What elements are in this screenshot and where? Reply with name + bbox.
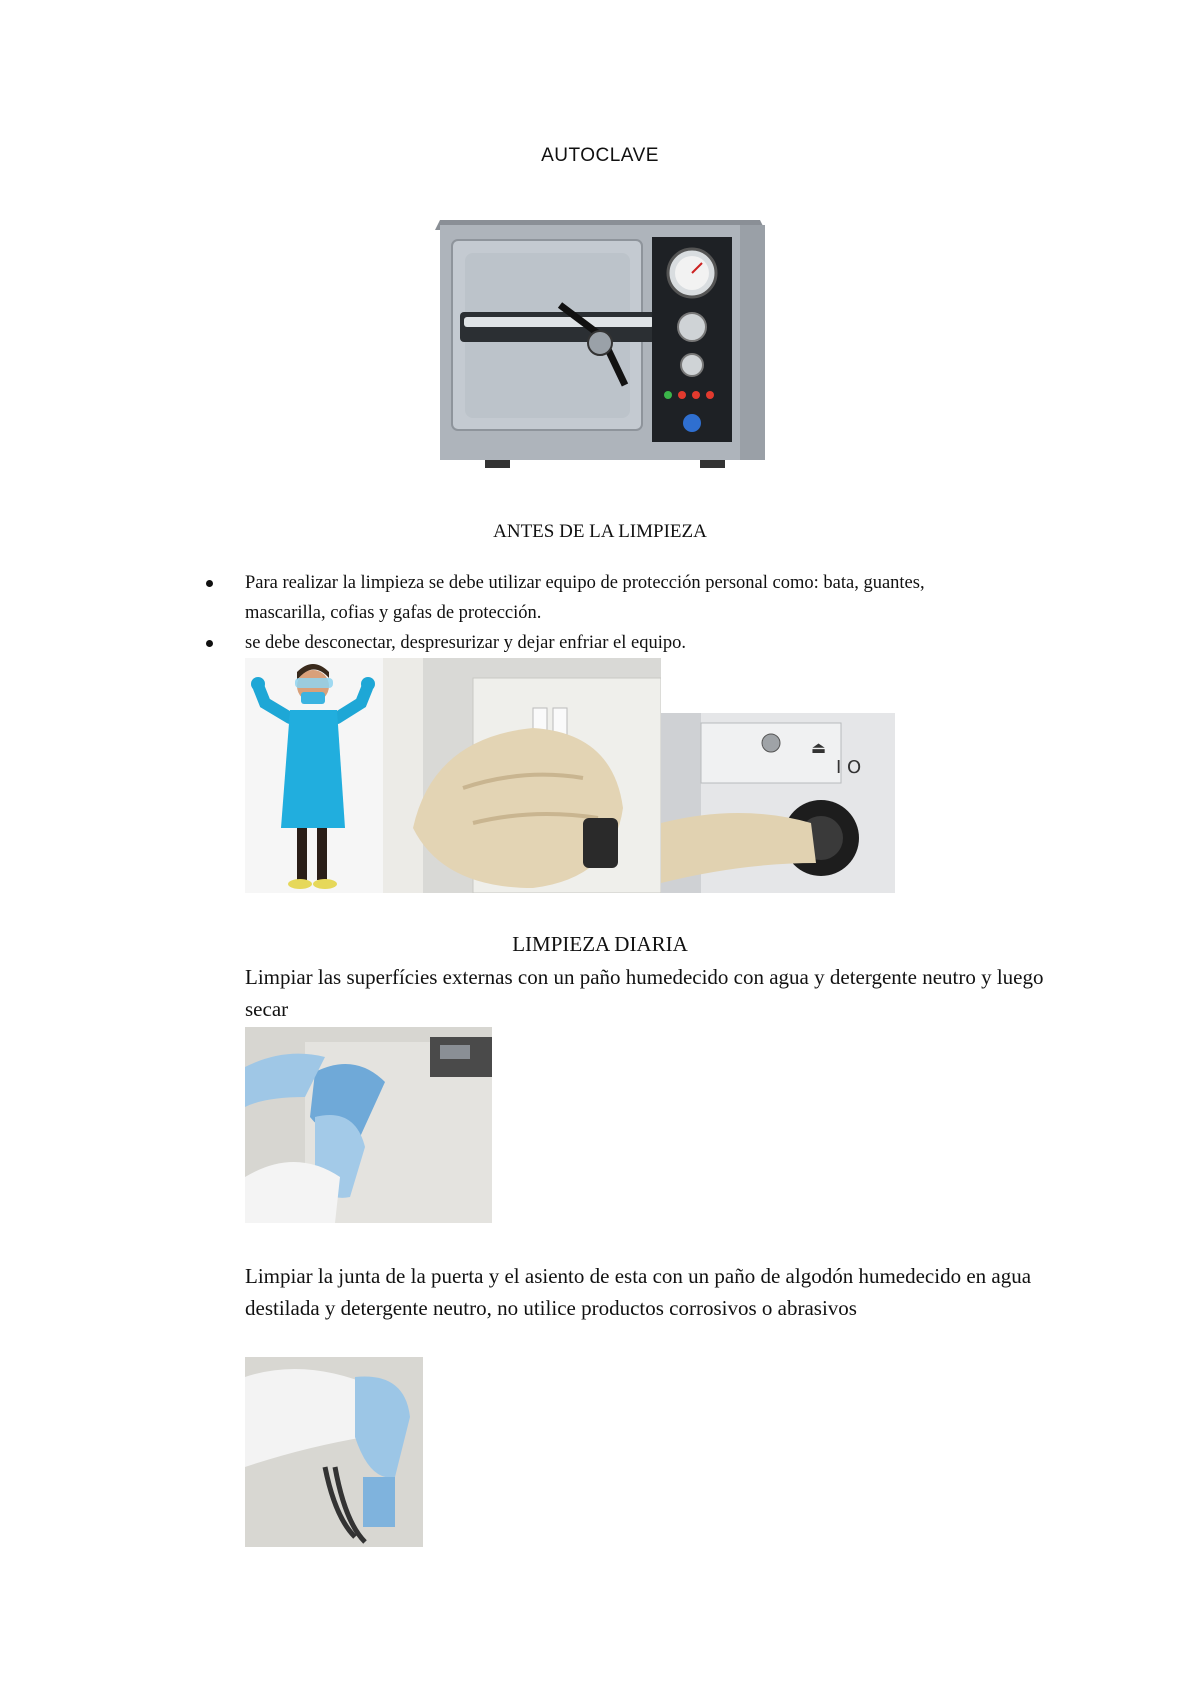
page-title: AUTOCLAVE bbox=[541, 145, 659, 166]
list-item bbox=[205, 568, 1005, 628]
autoclave-photo bbox=[430, 205, 770, 485]
svg-text:⏏: ⏏ bbox=[811, 738, 827, 757]
svg-text:I O: I O bbox=[836, 757, 862, 778]
depressurize-photo bbox=[661, 713, 895, 893]
daily-cleaning-heading: LIMPIEZA DIARIA bbox=[512, 932, 688, 956]
bullet-icon bbox=[206, 640, 213, 647]
clean-gasket-photo bbox=[245, 1357, 423, 1547]
wipe-exterior-photo bbox=[245, 1027, 492, 1223]
daily-cleaning-step-2: Limpiar la junta de la puerta y el asiento de esta con un paño de algodón humedecido en agua destilada y detergente neutro, no utilice productos corrosivos o abrasivos bbox=[245, 1264, 1032, 1320]
list-item-text: se debe desconectar, despresurizar y dejar enfriar el equipo. bbox=[245, 633, 686, 653]
before-cleaning-heading: ANTES DE LA LIMPIEZA bbox=[493, 521, 707, 542]
list-item-text: Para realizar la limpieza se debe utilizar equipo de protección personal como: bata, guantes, mascarilla, cofias y gafas de protección. bbox=[245, 573, 925, 623]
bullet-icon bbox=[206, 580, 213, 587]
list-item bbox=[205, 628, 1005, 658]
ppe-illustration bbox=[245, 658, 383, 893]
before-cleaning-list bbox=[205, 568, 1005, 658]
unplug-photo bbox=[383, 658, 661, 893]
daily-cleaning-step-1: Limpiar las superfícies externas con un paño humedecido con agua y detergente neutro y luego secar bbox=[245, 965, 1044, 1021]
